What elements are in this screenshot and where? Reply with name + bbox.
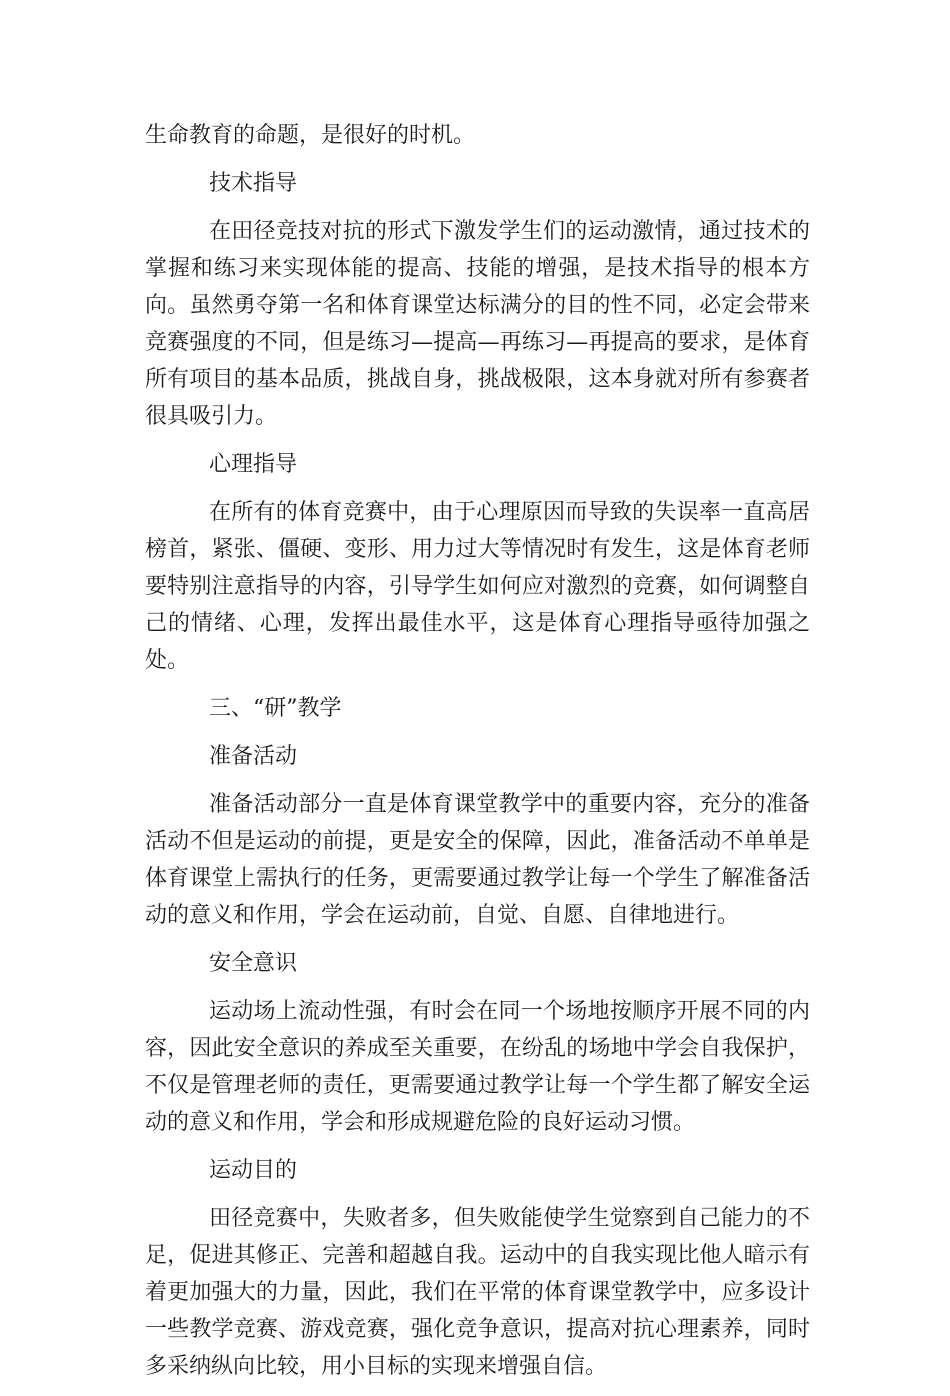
- section-heading-warmup: 准备活动: [209, 744, 298, 769]
- paragraph-warmup: 准备活动部分一直是体育课堂教学中的重要内容，充分的准备活动不但是运动的前提，更是安全的保障，因此，准备活动不单单是体育课堂上需执行的任务，更需要通过教学让每一个学生了解准备活动的意义和作用，学会在运动前，自觉、自愿、自律地进行。: [145, 792, 810, 928]
- paragraph-continuation: 生命教育的命题，是很好的时机。: [145, 123, 476, 148]
- paragraph-purpose: 田径竞赛中，失败者多，但失败能使学生觉察到自己能力的不足，促进其修正、完善和超越自我。运动中的自我实现比他人暗示有着更加强大的力量，因此，我们在平常的体育课堂教学中，应多设计一些教学竞赛、游戏竞赛，强化竞争意识，提高对抗心理素养，同时多采纳纵向比较，用小目标的实现来增强自信。: [145, 1206, 810, 1379]
- section-heading-safety: 安全意识: [209, 951, 298, 976]
- paragraph-technique: 在田径竞技对抗的形式下激发学生们的运动激情，通过技术的掌握和练习来实现体能的提高、技能的增强，是技术指导的根本方向。虽然勇夺第一名和体育课堂达标满分的目的性不同，必定会带来竞赛强度的不同，但是练习—提高—再练习—再提高的要求，是体育所有项目的基本品质，挑战自身，挑战极限，这本身就对所有参赛者很具吸引力。: [145, 219, 810, 429]
- paragraph-psychology: 在所有的体育竞赛中，由于心理原因而导致的失误率一直高居榜首，紧张、僵硬、变形、用力过大等情况时有发生，这是体育老师要特别注意指导的内容，引导学生如何应对激烈的竞赛，如何调整自己的情绪、心理，发挥出最佳水平，这是体育心理指导亟待加强之处。: [145, 500, 810, 673]
- paragraph-safety: 运动场上流动性强，有时会在同一个场地按顺序开展不同的内容，因此安全意识的养成至关重要，在纷乱的场地中学会自我保护，不仅是管理老师的责任，更需要通过教学让每一个学生都了解安全运动的意义和作用，学会和形成规避危险的良好运动习惯。: [145, 999, 810, 1135]
- section-heading-psychology: 心理指导: [209, 452, 298, 477]
- document-body: [145, 117, 810, 1396]
- section-heading-technique: 技术指导: [209, 171, 298, 196]
- section-heading-purpose: 运动目的: [209, 1158, 298, 1183]
- section-heading-research-teaching: 三、“研”教学: [209, 696, 342, 721]
